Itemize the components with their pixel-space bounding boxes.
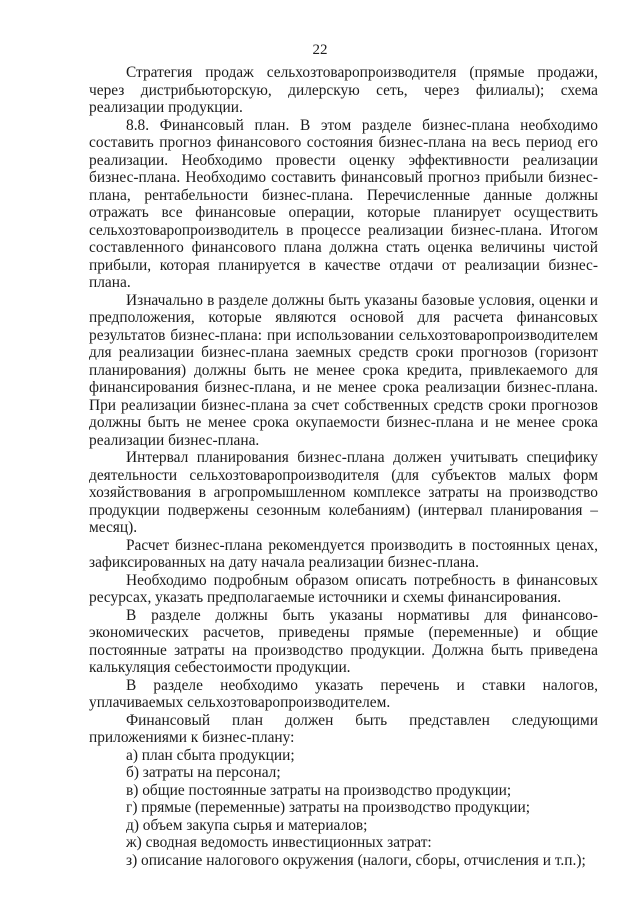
list-item: а) план сбыта продукции; (126, 746, 295, 764)
paragraph-financial-plan: 8.8. Финансовый план. В этом разделе бизнес-плана необходимо составить прогноз финансового состояния бизнес-плана на весь период его реализации. Необходимо провести оценку эффективности реализации бизнес-плана. Необходимо составить финансовый прогноз прибыли бизнес-плана, рентабельности бизнес-плана. Перечисленные данные должны отражать все финансовые операции, которые планирует осуществить сельхозтоваропроизводитель в процессе реализации бизнес-плана. Итогом составленного финансового плана должна стать оценка величины чистой прибыли, которая планируется в качестве отдачи от реализации бизнес-плана. (89, 116, 598, 291)
list-item: д) объем закупа сырья и материалов; (126, 816, 368, 834)
list-item: б) затраты на персонал; (126, 764, 281, 781)
list-item: з) описание налогового окружения (налоги, сборы, отчисления и т.п.); (126, 851, 586, 869)
page-number: 22 (312, 42, 328, 58)
paragraph-appendices-intro: Финансовый план должен быть представлен следующими приложениями к бизнес-плану: (89, 711, 598, 746)
list-item: в) общие постоянные затраты на производство продукции; (126, 781, 512, 799)
appendix-list (89, 747, 598, 870)
paragraph-norms: В разделе должны быть указаны нормативы для финансово-экономических расчетов, приведены прямые (переменные) и общие постоянные затраты на производство продукции. Должна быть приведена калькуляция себестоимости продукции. (89, 606, 598, 676)
list-item: г) прямые (переменные) затраты на производство продукции; (126, 799, 530, 816)
paragraph-sales-strategy: Стратегия продаж сельхозтоваропроизводителя (прямые продажи, через дистрибьюторскую, дилерскую сеть, через филиалы); схема реализации продукции. (89, 64, 598, 116)
paragraph-constant-prices: Расчет бизнес-плана рекомендуется производить в постоянных ценах, зафиксированных на дату начала реализации бизнес-плана. (89, 536, 598, 571)
page-content (89, 64, 598, 869)
paragraph-taxes: В разделе необходимо указать перечень и ставки налогов, уплачиваемых сельхозтоваропроизводителем. (89, 676, 598, 711)
paragraph-base-conditions: Изначально в разделе должны быть указаны базовые условия, оценки и предположения, которые являются основой для расчета финансовых результатов бизнес-плана: при использовании сельхозтоваропроизводителем для реализации бизнес-плана заемных средств сроки прогнозов (горизонт планирования) должны быть не менее срока кредита, привлекаемого для финансирования бизнес-плана, и не менее срока реализации бизнес-плана. При реализации бизнес-плана за счет собственных средств сроки прогнозов должны быть не менее срока окупаемости бизнес-плана и не менее срока реализации бизнес-плана. (89, 291, 598, 449)
list-item: ж) сводная ведомость инвестиционных затрат: (126, 834, 432, 851)
paragraph-financial-resources: Необходимо подробным образом описать потребность в финансовых ресурсах, указать предполагаемые источники и схемы финансирования. (89, 571, 598, 606)
paragraph-planning-interval: Интервал планирования бизнес-плана должен учитывать специфику деятельности сельхозтоваропроизводителя (для субъектов малых форм хозяйствования в агропромышленном комплексе затраты на производство продукции подвержены сезонным колебаниям) (интервал планирования – месяц). (89, 449, 598, 536)
